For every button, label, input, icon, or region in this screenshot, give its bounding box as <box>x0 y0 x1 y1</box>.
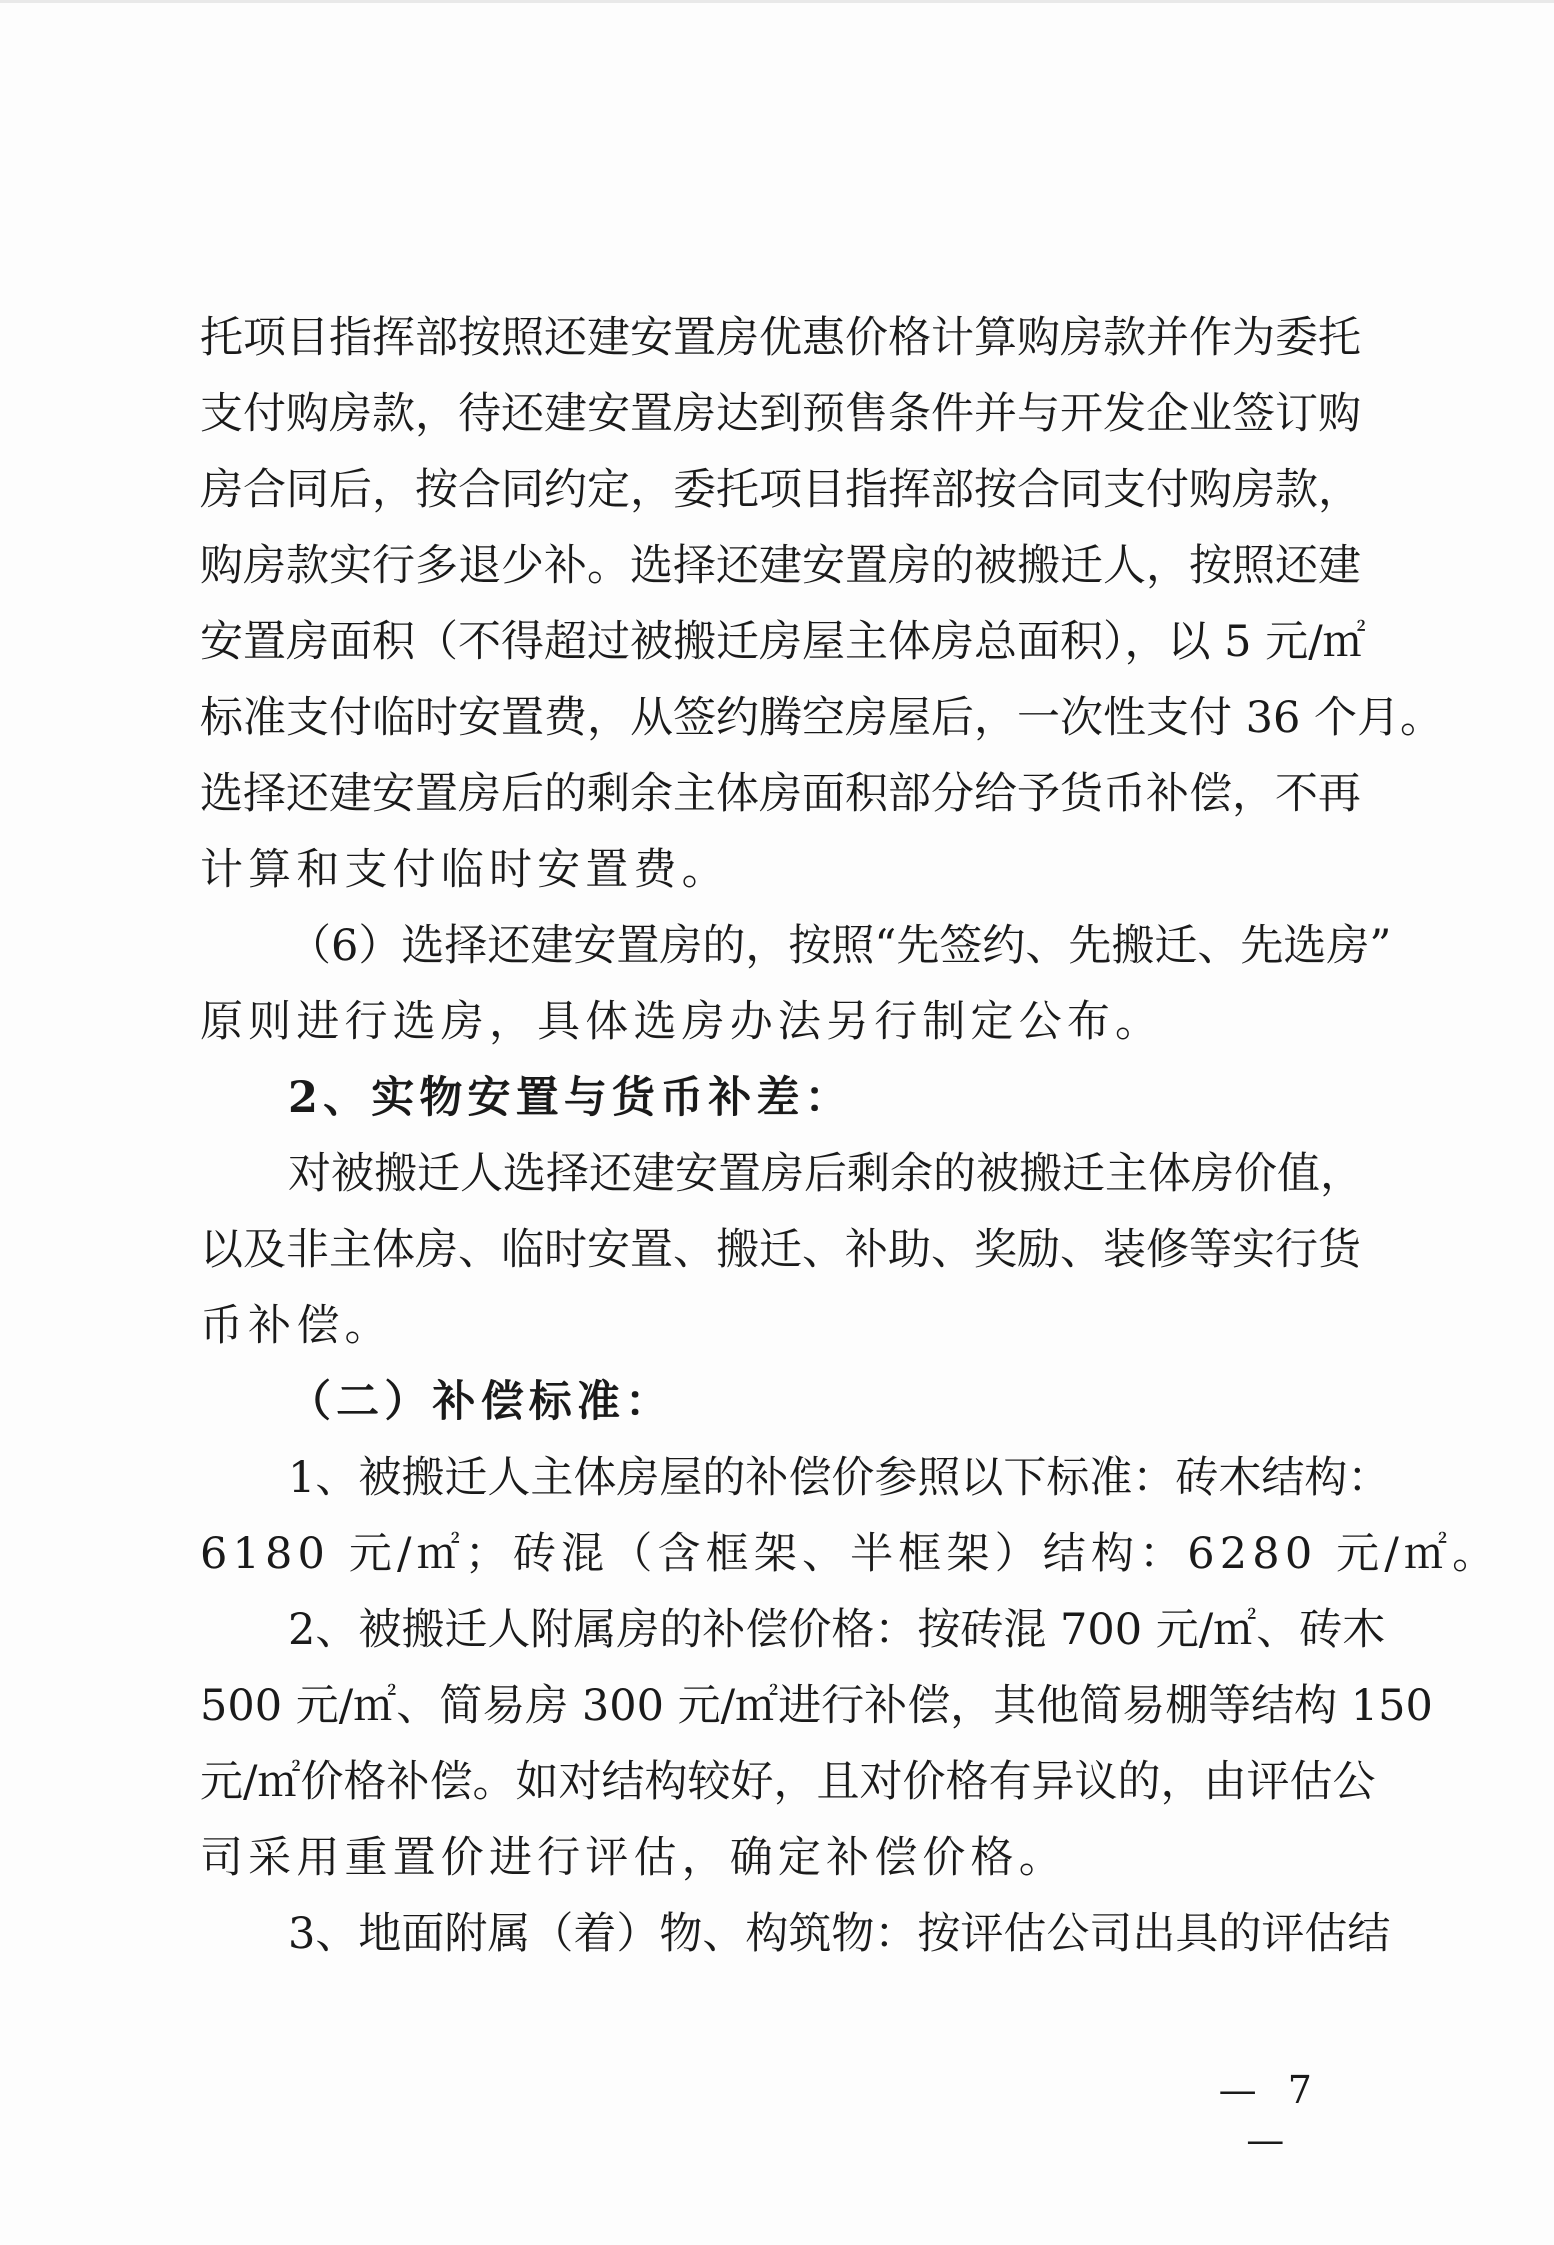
standard-1-line-1: 1、被搬迁人主体房屋的补偿价参照以下标准：砖木结构： <box>288 1453 1391 1503</box>
paragraph-line-2: 支付购房款，待还建安置房达到预售条件并与开发企业签订购 <box>200 389 1361 439</box>
standard-1-line-2: 6180 元/㎡；砖混（含框架、半框架）结构：6280 元/㎡。 <box>200 1529 1501 1579</box>
scan-top-edge <box>0 0 1554 3</box>
paragraph-line-7: 选择还建安置房后的剩余主体房面积部分给予货币补偿，不再 <box>200 769 1361 819</box>
section-2-line-3: 币补偿。 <box>200 1301 393 1351</box>
section-2-line-2: 以及非主体房、临时安置、搬迁、补助、奖励、装修等实行货 <box>200 1225 1361 1275</box>
standard-3-line-1: 3、地面附属（着）物、构筑物：按评估公司出具的评估结 <box>288 1909 1391 1959</box>
standard-2-line-4: 司采用重置价进行评估，确定补偿价格。 <box>200 1833 1067 1883</box>
paragraph-line-6: 标准支付临时安置费，从签约腾空房屋后，一次性支付 36 个月。 <box>200 693 1444 743</box>
item-6-line-1: （6）选择还建安置房的，按照“先签约、先搬迁、先选房” <box>288 921 1392 971</box>
page-number: — 7 — <box>1218 2068 1322 2162</box>
paragraph-line-3: 房合同后，按合同约定，委托项目指挥部按合同支付购房款， <box>200 465 1361 515</box>
section-heading-physical-resettlement: 2、实物安置与货币补差： <box>288 1073 853 1123</box>
standard-2-line-1: 2、被搬迁人附属房的补偿价格：按砖混 700 元/㎡、砖木 <box>288 1605 1386 1655</box>
standard-2-line-2: 500 元/㎡、简易房 300 元/㎡进行补偿，其他简易棚等结构 150 <box>200 1681 1433 1731</box>
item-6-line-2: 原则进行选房，具体选房办法另行制定公布。 <box>200 997 1164 1047</box>
paragraph-line-1: 托项目指挥部按照还建安置房优惠价格计算购房款并作为委托 <box>200 313 1361 363</box>
paragraph-line-4: 购房款实行多退少补。选择还建安置房的被搬迁人，按照还建 <box>200 541 1361 591</box>
document-body <box>200 300 1501 1972</box>
paragraph-line-8: 计算和支付临时安置费。 <box>200 845 730 895</box>
section-heading-compensation-standard: （二）补偿标准： <box>288 1377 674 1427</box>
standard-2-line-3: 元/㎡价格补偿。如对结构较好，且对价格有异议的，由评估公 <box>200 1757 1376 1807</box>
section-2-line-1: 对被搬迁人选择还建安置房后剩余的被搬迁主体房价值， <box>288 1149 1363 1199</box>
paragraph-line-5: 安置房面积（不得超过被搬迁房屋主体房总面积），以 5 元/㎡ <box>200 617 1366 667</box>
